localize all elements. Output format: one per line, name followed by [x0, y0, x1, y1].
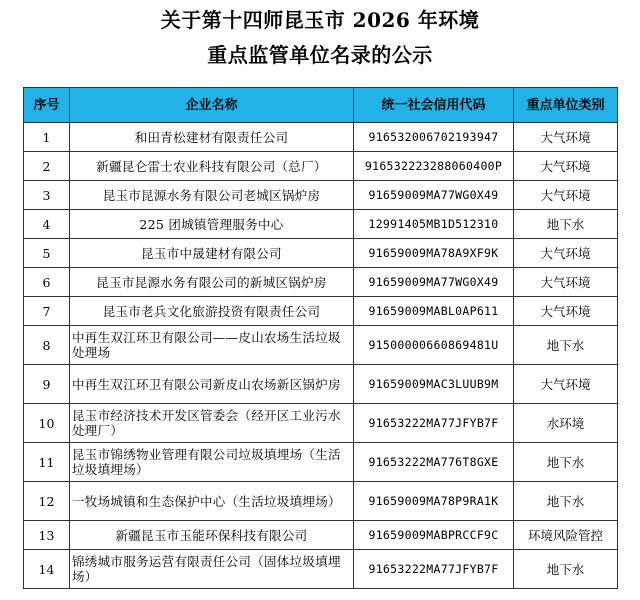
- row-category: 大气环境: [514, 297, 618, 326]
- row-category: 地下水: [514, 482, 618, 521]
- row-code: 91653222MA77JFYB7F: [354, 550, 514, 589]
- row-category: 环境风险管控: [514, 521, 618, 550]
- row-code: 91659009MA77WG0X49: [354, 268, 514, 297]
- table-row: [24, 268, 618, 297]
- row-seq: 11: [24, 443, 70, 482]
- row-name: 和田青松建材有限责任公司: [70, 123, 354, 152]
- table-row: [24, 404, 618, 443]
- header-code: 统一社会信用代码: [354, 88, 514, 123]
- row-category: 水环境: [514, 404, 618, 443]
- row-code: 916532223288060400P: [354, 152, 514, 181]
- table-row: [24, 239, 618, 268]
- row-category: 地下水: [514, 443, 618, 482]
- table-row: [24, 297, 618, 326]
- row-seq: 2: [24, 152, 70, 181]
- row-name: 昆玉市经济技术开发区管委会（经开区工业污水处理厂）: [70, 404, 354, 443]
- table-row: [24, 210, 618, 239]
- row-seq: 3: [24, 181, 70, 210]
- row-name: 新疆昆仑雷士农业科技有限公司（总厂）: [70, 152, 354, 181]
- header-name: 企业名称: [70, 88, 354, 123]
- row-name: 中再生双江环卫有限公司新皮山农场新区锅炉房: [70, 365, 354, 404]
- table-row: [24, 550, 618, 589]
- row-seq: 1: [24, 123, 70, 152]
- row-category: 大气环境: [514, 181, 618, 210]
- table-header-row: [24, 88, 618, 123]
- row-category: 大气环境: [514, 123, 618, 152]
- row-name: 昆玉市锦绣物业管理有限公司垃圾填埋场（生活垃圾填埋场）: [70, 443, 354, 482]
- row-seq: 7: [24, 297, 70, 326]
- row-seq: 12: [24, 482, 70, 521]
- table-row: [24, 123, 618, 152]
- row-category: 地下水: [514, 326, 618, 365]
- row-code: 91500000660869481U: [354, 326, 514, 365]
- row-name: 锦绣城市服务运营有限责任公司（固体垃圾填埋场）: [70, 550, 354, 589]
- table-row: [24, 443, 618, 482]
- row-category: 大气环境: [514, 268, 618, 297]
- header-category: 重点单位类别: [514, 88, 618, 123]
- row-name: 中再生双江环卫有限公司——皮山农场生活垃圾处理场: [70, 326, 354, 365]
- table-row: [24, 152, 618, 181]
- row-category: 地下水: [514, 210, 618, 239]
- row-seq: 8: [24, 326, 70, 365]
- row-code: 91659009MA78A9XF9K: [354, 239, 514, 268]
- row-code: 91659009MABPRCCF9C: [354, 521, 514, 550]
- row-category: 大气环境: [514, 152, 618, 181]
- row-seq: 10: [24, 404, 70, 443]
- row-name: 昆玉市老兵文化旅游投资有限责任公司: [70, 297, 354, 326]
- row-name: 昆玉市昆源水务有限公司的新城区锅炉房: [70, 268, 354, 297]
- row-seq: 13: [24, 521, 70, 550]
- row-code: 91659009MA78P9RA1K: [354, 482, 514, 521]
- row-seq: 14: [24, 550, 70, 589]
- table-row: [24, 521, 618, 550]
- row-category: 大气环境: [514, 239, 618, 268]
- row-category: 大气环境: [514, 365, 618, 404]
- title-line-1: 关于第十四师昆玉市 2026 年环境: [160, 8, 480, 32]
- row-code: 91659009MA77WG0X49: [354, 181, 514, 210]
- table-row: [24, 365, 618, 404]
- row-name: 昆玉市昆源水务有限公司老城区锅炉房: [70, 181, 354, 210]
- row-name: 新疆昆玉市玉能环保科技有限公司: [70, 521, 354, 550]
- row-code: 91659009MABL0AP611: [354, 297, 514, 326]
- row-seq: 6: [24, 268, 70, 297]
- row-code: 91653222MA776T8GXE: [354, 443, 514, 482]
- table-row: [24, 482, 618, 521]
- row-seq: 5: [24, 239, 70, 268]
- row-seq: 9: [24, 365, 70, 404]
- unit-table: [23, 87, 618, 589]
- table-row: [24, 326, 618, 365]
- row-code: 12991405MB1D512310: [354, 210, 514, 239]
- table-row: [24, 181, 618, 210]
- row-code: 91653200670219394​7: [354, 123, 514, 152]
- row-seq: 4: [24, 210, 70, 239]
- row-name: 225 团城镇管理服务中心: [70, 210, 354, 239]
- row-name: 昆玉市中晟建材有限公司: [70, 239, 354, 268]
- row-name: 一牧场城镇和生态保护中心（生活垃圾填埋场）: [70, 482, 354, 521]
- header-seq: 序号: [24, 88, 70, 123]
- row-code: 91659009MAC3LUUB9M: [354, 365, 514, 404]
- row-category: 地下水: [514, 550, 618, 589]
- row-code: 91653222MA77JFYB7F: [354, 404, 514, 443]
- title-line-2: 重点监管单位名录的公示: [207, 43, 433, 67]
